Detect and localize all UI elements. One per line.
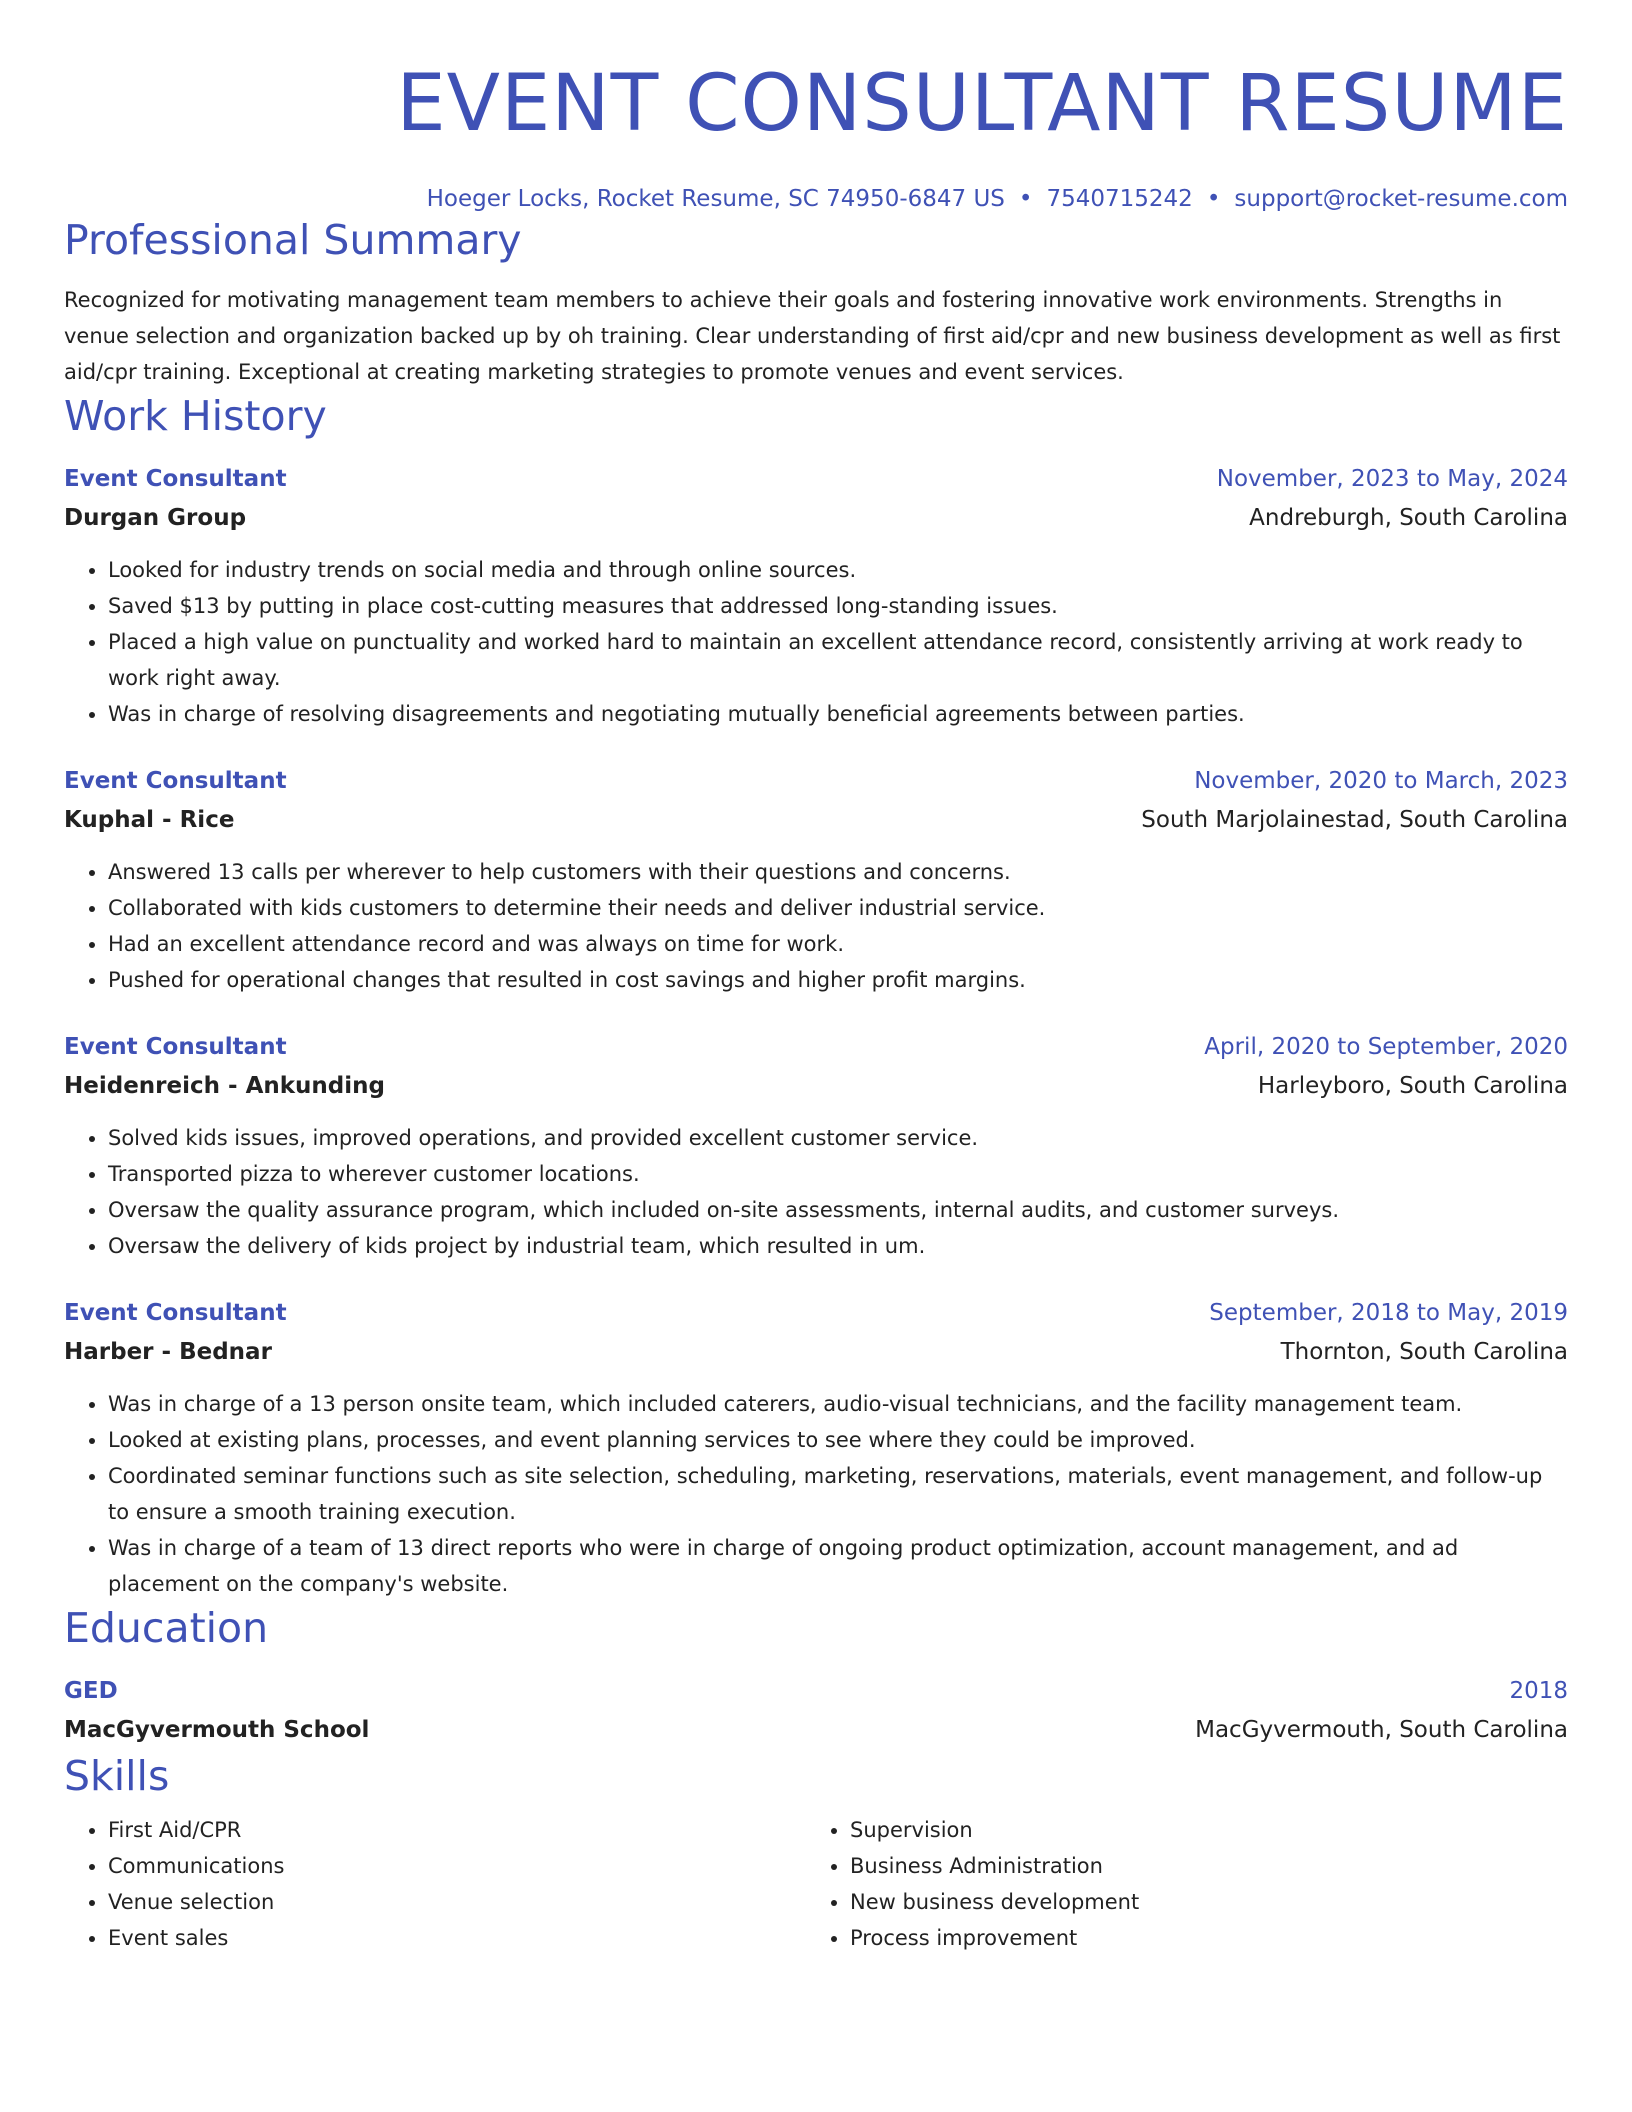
skill-item: • Event sales [108,1920,806,1956]
job-dates: September, 2018 to May, 2019 [1209,1300,1568,1326]
job-bullet: • Looked at existing plans, processes, and event planning services to see where they could be improved. [108,1422,1568,1458]
resume-header [64,0,1568,214]
education-entry [64,1672,1568,1750]
summary-heading: Professional Summary [64,216,522,264]
job-bullet: • Had an excellent attendance record and was always on time for work. [108,926,1568,962]
job-bullet: • Pushed for operational changes that resulted in cost savings and higher profit margins. [108,962,1568,998]
job-bullet: • Placed a high value on punctuality and worked hard to maintain an excellent attendance record, consistently arriving at work ready to work right away. [108,624,1568,696]
skills-section [64,1750,1568,1956]
contact-address: Hoeger Locks, Rocket Resume, SC 74950-6847 US [426,186,1005,212]
job-entry [64,1028,1568,1264]
skills-columns [64,1812,1568,1956]
job-role: Event Consultant [64,768,287,794]
job-dates: November, 2020 to March, 2023 [1194,768,1568,794]
job-bullet: • Answered 13 calls per wherever to help customers with their questions and concerns. [108,854,1568,890]
job-company: Heidenreich - Ankunding [64,1073,385,1099]
job-entry [64,762,1568,998]
skill-item: • Business Administration [850,1848,1566,1884]
job-bullets [64,552,1568,732]
education-heading: Education [64,1604,269,1652]
contact-phone: 7540715242 [1046,186,1193,212]
job-role: Event Consultant [64,466,287,492]
job-bullets [64,1120,1568,1264]
skill-item: • Process improvement [850,1920,1566,1956]
job-company: Durgan Group [64,505,247,531]
job-bullet: • Transported pizza to wherever customer locations. [108,1156,1568,1192]
skill-item: • Supervision [850,1812,1566,1848]
job-bullet: • Was in charge of resolving disagreements and negotiating mutually beneficial agreements between parties. [108,696,1568,732]
skill-item: • Venue selection [108,1884,806,1920]
contact-separator: • [1206,186,1221,212]
work-history-section [64,390,1568,1602]
job-bullet: • Oversaw the delivery of kids project by industrial team, which resulted in um. [108,1228,1568,1264]
skills-list-right [806,1812,1566,1956]
job-bullet: • Oversaw the quality assurance program, which included on-site assessments, internal audits, and customer surveys. [108,1192,1568,1228]
education-section [64,1602,1568,1750]
work-history-heading: Work History [64,392,327,440]
job-bullet: • Was in charge of a 13 person onsite team, which included caterers, audio-visual technicians, and the facility management team. [108,1386,1568,1422]
contact-separator: • [1018,186,1033,212]
job-entry [64,1294,1568,1602]
job-location: Andreburgh, South Carolina [1249,505,1568,531]
education-year: 2018 [1509,1678,1568,1704]
job-bullet: • Saved $13 by putting in place cost-cutting measures that addressed long-standing issues. [108,588,1568,624]
resume-title: EVENT CONSULTANT RESUME [396,59,1568,149]
summary-text: Recognized for motivating management team members to achieve their goals and fostering innovative work environments. Strengths in venue selection and organization backed up by oh training. Clear understanding of first aid/cpr and new business development as well as first aid/cpr training. Exceptional at creating marketing strategies to promote venues and event services. [64,288,1561,384]
job-bullet: • Looked for industry trends on social media and through online sources. [108,552,1568,588]
job-dates: November, 2023 to May, 2024 [1216,466,1568,492]
job-role: Event Consultant [64,1300,287,1326]
skill-item: • Communications [108,1848,806,1884]
summary-section [64,214,1568,390]
skills-list-left [64,1812,806,1956]
job-location: Thornton, South Carolina [1280,1339,1568,1365]
job-company: Kuphal - Rice [64,807,235,833]
education-degree: GED [64,1678,118,1704]
job-location: South Marjolainestad, South Carolina [1141,807,1568,833]
job-entry [64,460,1568,732]
education-school: MacGyvermouth School [64,1717,370,1743]
job-bullet: • Collaborated with kids customers to determine their needs and deliver industrial service. [108,890,1568,926]
contact-line [64,184,1568,214]
job-dates: April, 2020 to September, 2020 [1204,1034,1568,1060]
job-bullet: • Was in charge of a team of 13 direct reports who were in charge of ongoing product optimization, account management, and ad placement on the company's website. [108,1530,1568,1602]
job-bullets [64,854,1568,998]
job-bullets [64,1386,1568,1602]
job-bullet: • Solved kids issues, improved operations, and provided excellent customer service. [108,1120,1568,1156]
contact-email: support@rocket-resume.com [1234,186,1568,212]
skill-item: • New business development [850,1884,1566,1920]
skill-item: • First Aid/CPR [108,1812,806,1848]
job-role: Event Consultant [64,1034,287,1060]
job-bullet: • Coordinated seminar functions such as site selection, scheduling, marketing, reservations, materials, event management, and follow-up to ensure a smooth training execution. [108,1458,1568,1530]
job-company: Harber - Bednar [64,1339,272,1365]
skills-heading: Skills [64,1752,170,1800]
education-location: MacGyvermouth, South Carolina [1195,1717,1568,1743]
job-location: Harleyboro, South Carolina [1257,1073,1568,1099]
